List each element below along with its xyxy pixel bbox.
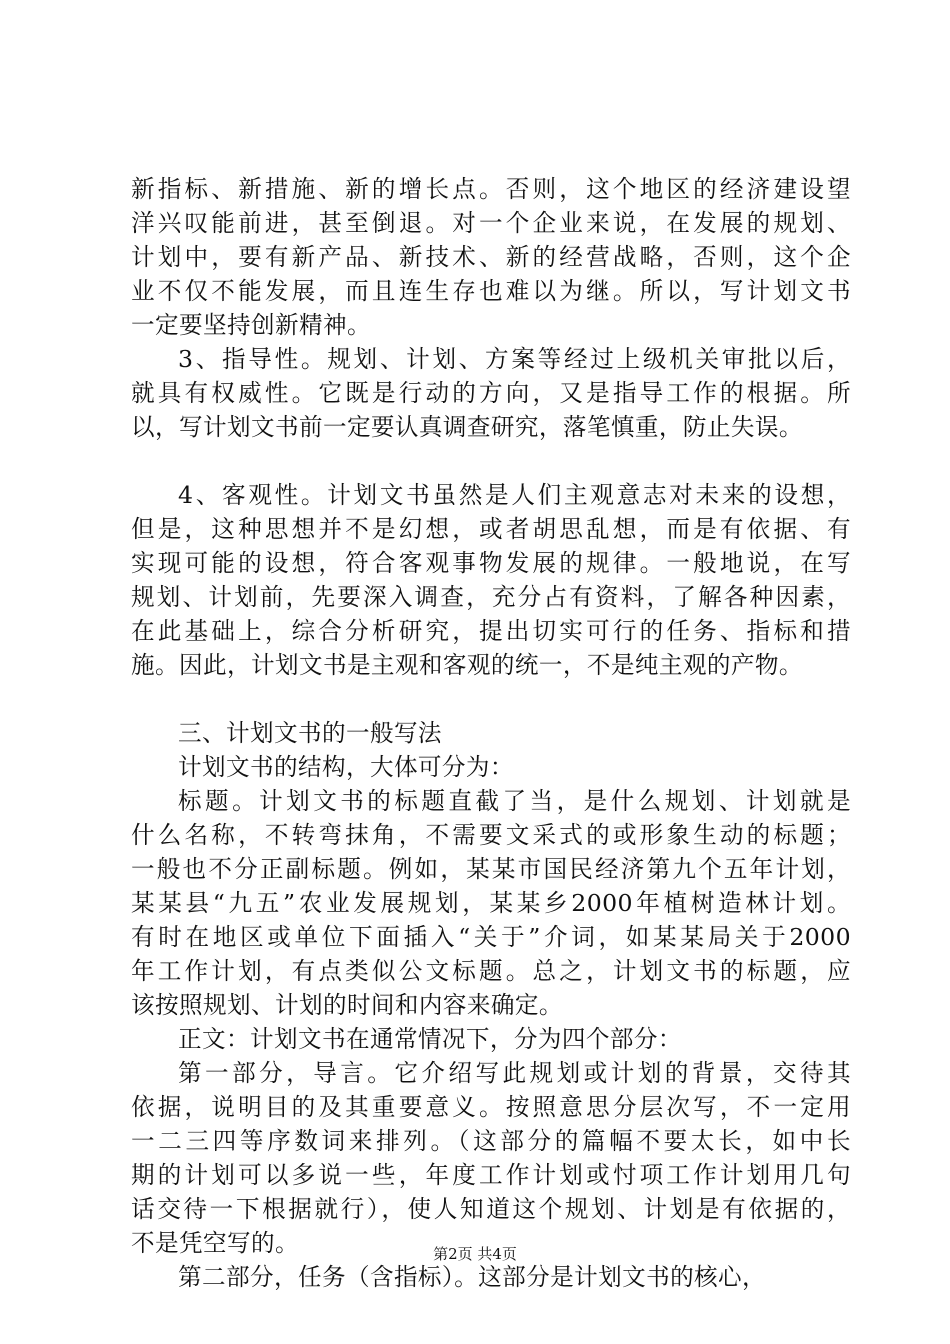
text-line: 在此基础上，综合分析研究，提出切实可行的任务、指标和措: [131, 617, 851, 645]
paragraph: [131, 478, 851, 682]
text-line: 第一部分，导言。它介绍写此规划或计划的背景，交待其: [178, 1059, 851, 1087]
text-line: 新指标、新措施、新的增长点。否则，这个地区的经济建设望: [131, 175, 851, 203]
text-line: 年工作计划，有点类似公文标题。总之，计划文书的标题，应: [131, 957, 851, 985]
text-line: 依据，说明目的及其重要意义。按照意思分层次写，不一定用: [131, 1093, 851, 1121]
text-line: 洋兴叹能前进，甚至倒退。对一个企业来说，在发展的规划、: [131, 209, 851, 237]
text-line: 计划中，要有新产品、新技术、新的经营战略，否则，这个企: [131, 243, 851, 271]
paragraph: [131, 342, 851, 444]
paragraph: [131, 172, 851, 342]
text-line: 业不仅不能发展，而且连生存也难以为继。所以，写计划文书: [131, 277, 851, 305]
text-line: 什么名称，不转弯抹角，不需要文采式的或形象生动的标题；: [131, 821, 851, 849]
page-footer: 第2页 共4页: [433, 1245, 517, 1263]
text-line: 计划文书的结构，大体可分为：: [178, 753, 514, 781]
paragraph: [131, 1022, 851, 1056]
text-line: 一定要坚持创新精神。: [131, 311, 371, 339]
text-line: 实现可能的设想，符合客观事物发展的规律。一般地说，在写: [131, 549, 851, 577]
text-line: 某某县“九五”农业发展规划，某某乡2000年植树造林计划。: [131, 889, 851, 917]
section-heading: 三、计划文书的一般写法: [178, 719, 442, 747]
text-line: 就具有权威性。它既是行动的方向，又是指导工作的根据。所: [131, 379, 851, 407]
paragraph: [131, 750, 851, 784]
text-line: 期的计划可以多说一些，年度工作计划或忖项工作计划用几句: [131, 1161, 851, 1189]
blank-line: [131, 682, 851, 716]
text-line: 一般也不分正副标题。例如，某某市国民经济第九个五年计划，: [131, 855, 851, 883]
text-line: 施。因此，计划文书是主观和客观的统一，不是纯主观的产物。: [131, 651, 803, 679]
text-line: 一二三四等序数词来排列。（这部分的篇幅不要太长，如中长: [131, 1127, 851, 1155]
text-line: 该按照规划、计划的时间和内容来确定。: [131, 991, 563, 1019]
paragraph: [131, 1056, 851, 1260]
text-line: 规划、计划前，先要深入调查，充分占有资料，了解各种因素，: [131, 583, 851, 611]
text-line: 标题。计划文书的标题直截了当，是什么规划、计划就是: [178, 787, 851, 815]
text-line: 但是，这种思想并不是幻想，或者胡思乱想，而是有依据、有: [131, 515, 851, 543]
text-line: 3、指导性。规划、计划、方案等经过上级机关审批以后，: [178, 345, 851, 373]
blank-line: [131, 444, 851, 478]
paragraph: [131, 1260, 851, 1294]
text-line: 正文：计划文书在通常情况下，分为四个部分：: [178, 1025, 682, 1053]
text-line: 第二部分，任务（含指标）。这部分是计划文书的核心，: [178, 1263, 767, 1291]
text-line: 有时在地区或单位下面插入“关于”介词，如某某局关于2000: [131, 923, 851, 951]
text-line: 不是凭空写的。: [131, 1229, 299, 1257]
text-line: 4、客观性。计划文书虽然是人们主观意志对未来的设想，: [178, 481, 851, 509]
text-line: 以，写计划文书前一定要认真调查研究，落笔慎重，防止失误。: [131, 413, 803, 441]
paragraph: [131, 784, 851, 1022]
text-line: 话交待一下根据就行），使人知道这个规划、计划是有依据的，: [131, 1195, 851, 1223]
body-text: [131, 172, 851, 1294]
